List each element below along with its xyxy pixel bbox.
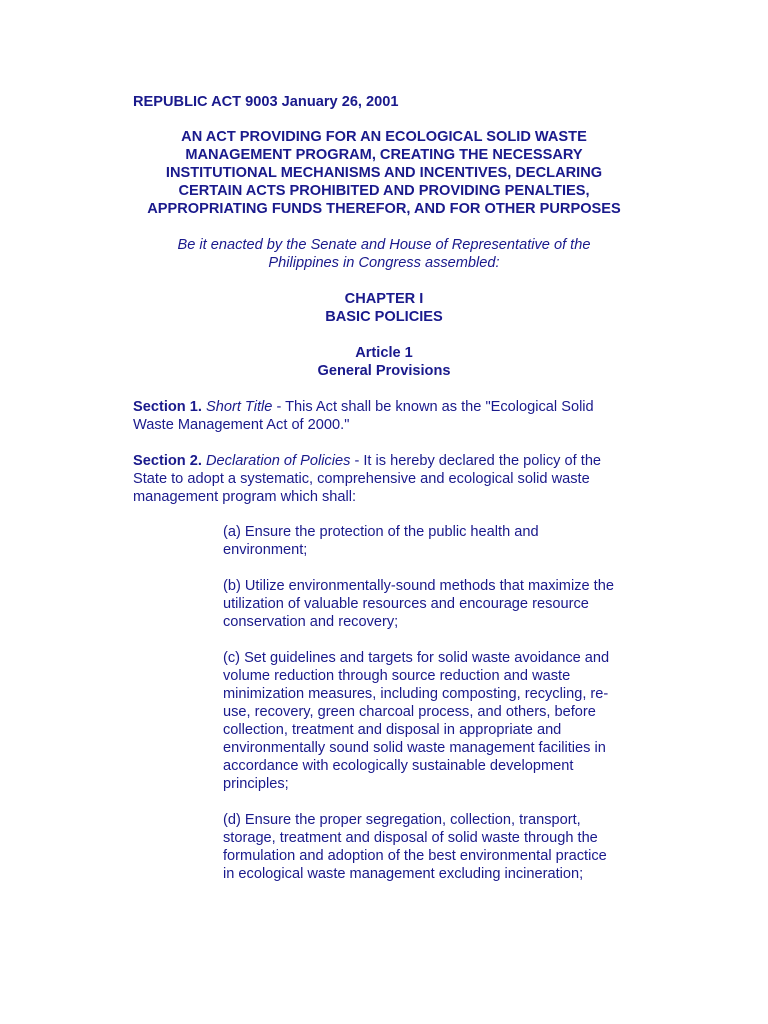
- policy-item-line: (c) Set guidelines and targets for solid waste avoidance and: [223, 650, 610, 666]
- article-title: General Provisions: [317, 363, 451, 379]
- policy-item-line: use, recovery, green charcoal process, and others, before: [223, 704, 596, 720]
- act-title-line: INSTITUTIONAL MECHANISMS AND INCENTIVES, DECLARING: [165, 165, 603, 181]
- section-1-text: Waste Management Act of 2000.": [133, 417, 350, 433]
- policy-item-line: storage, treatment and disposal of solid waste through the: [223, 830, 598, 846]
- policy-item-c: [223, 649, 633, 793]
- policy-item-line: conservation and recovery;: [223, 614, 399, 630]
- policy-item-line: (b) Utilize environmentally-sound methods that maximize the: [223, 578, 614, 594]
- act-title-line: AN ACT PROVIDING FOR AN ECOLOGICAL SOLID WASTE: [181, 129, 587, 145]
- section-1-label: Section 1.: [133, 399, 202, 415]
- section-2-text: management program which shall:: [133, 489, 357, 505]
- chapter-number: CHAPTER I: [344, 291, 424, 307]
- policy-item-a: [223, 523, 633, 559]
- policy-item-line: accordance with ecologically sustainable development: [223, 758, 574, 774]
- policy-item-line: principles;: [223, 776, 289, 792]
- chapter-title: BASIC POLICIES: [325, 309, 443, 325]
- act-title-line: CERTAIN ACTS PROHIBITED AND PROVIDING PENALTIES,: [178, 183, 590, 199]
- section-1-text: - This Act shall be known as the "Ecological Solid: [272, 399, 594, 415]
- section-2: [133, 452, 633, 506]
- policy-item-line: utilization of valuable resources and encourage resource: [223, 596, 589, 612]
- section-1: [133, 398, 633, 434]
- chapter-heading: [128, 290, 640, 326]
- document-header: REPUBLIC ACT 9003 January 26, 2001: [133, 94, 399, 110]
- act-title: [128, 128, 640, 218]
- act-title-line: MANAGEMENT PROGRAM, CREATING THE NECESSARY: [185, 147, 583, 163]
- enacting-clause-line: Be it enacted by the Senate and House of Representative of the: [177, 237, 591, 253]
- policy-item-line: environmentally sound solid waste management facilities in: [223, 740, 606, 756]
- policy-item-line: formulation and adoption of the best environmental practice: [223, 848, 607, 864]
- section-2-text: - It is hereby declared the policy of the: [350, 453, 602, 469]
- act-title-line: APPROPRIATING FUNDS THEREFOR, AND FOR OTHER PURPOSES: [147, 201, 621, 217]
- section-2-line: [133, 452, 633, 470]
- policy-item-line: collection, treatment and disposal in appropriate and: [223, 722, 562, 738]
- article-heading: [128, 344, 640, 380]
- policy-item-line: (d) Ensure the proper segregation, collection, transport,: [223, 812, 581, 828]
- policy-list: [223, 523, 633, 901]
- section-1-line: [133, 398, 633, 416]
- policy-item-line: (a) Ensure the protection of the public health and: [223, 524, 539, 540]
- section-2-heading: Declaration of Policies: [206, 453, 351, 469]
- section-2-label: Section 2.: [133, 453, 202, 469]
- policy-item-line: environment;: [223, 542, 308, 558]
- enacting-clause-line: Philippines in Congress assembled:: [268, 255, 500, 271]
- policy-item-d: [223, 811, 633, 883]
- policy-item-line: minimization measures, including composting, recycling, re-: [223, 686, 609, 702]
- section-1-heading: Short Title: [206, 399, 273, 415]
- section-2-text: State to adopt a systematic, comprehensive and ecological solid waste: [133, 471, 590, 487]
- article-number: Article 1: [355, 345, 413, 361]
- enacting-clause: [128, 236, 640, 272]
- policy-item-b: [223, 577, 633, 631]
- policy-item-line: in ecological waste management excluding incineration;: [223, 866, 584, 882]
- policy-item-line: volume reduction through source reduction and waste: [223, 668, 571, 684]
